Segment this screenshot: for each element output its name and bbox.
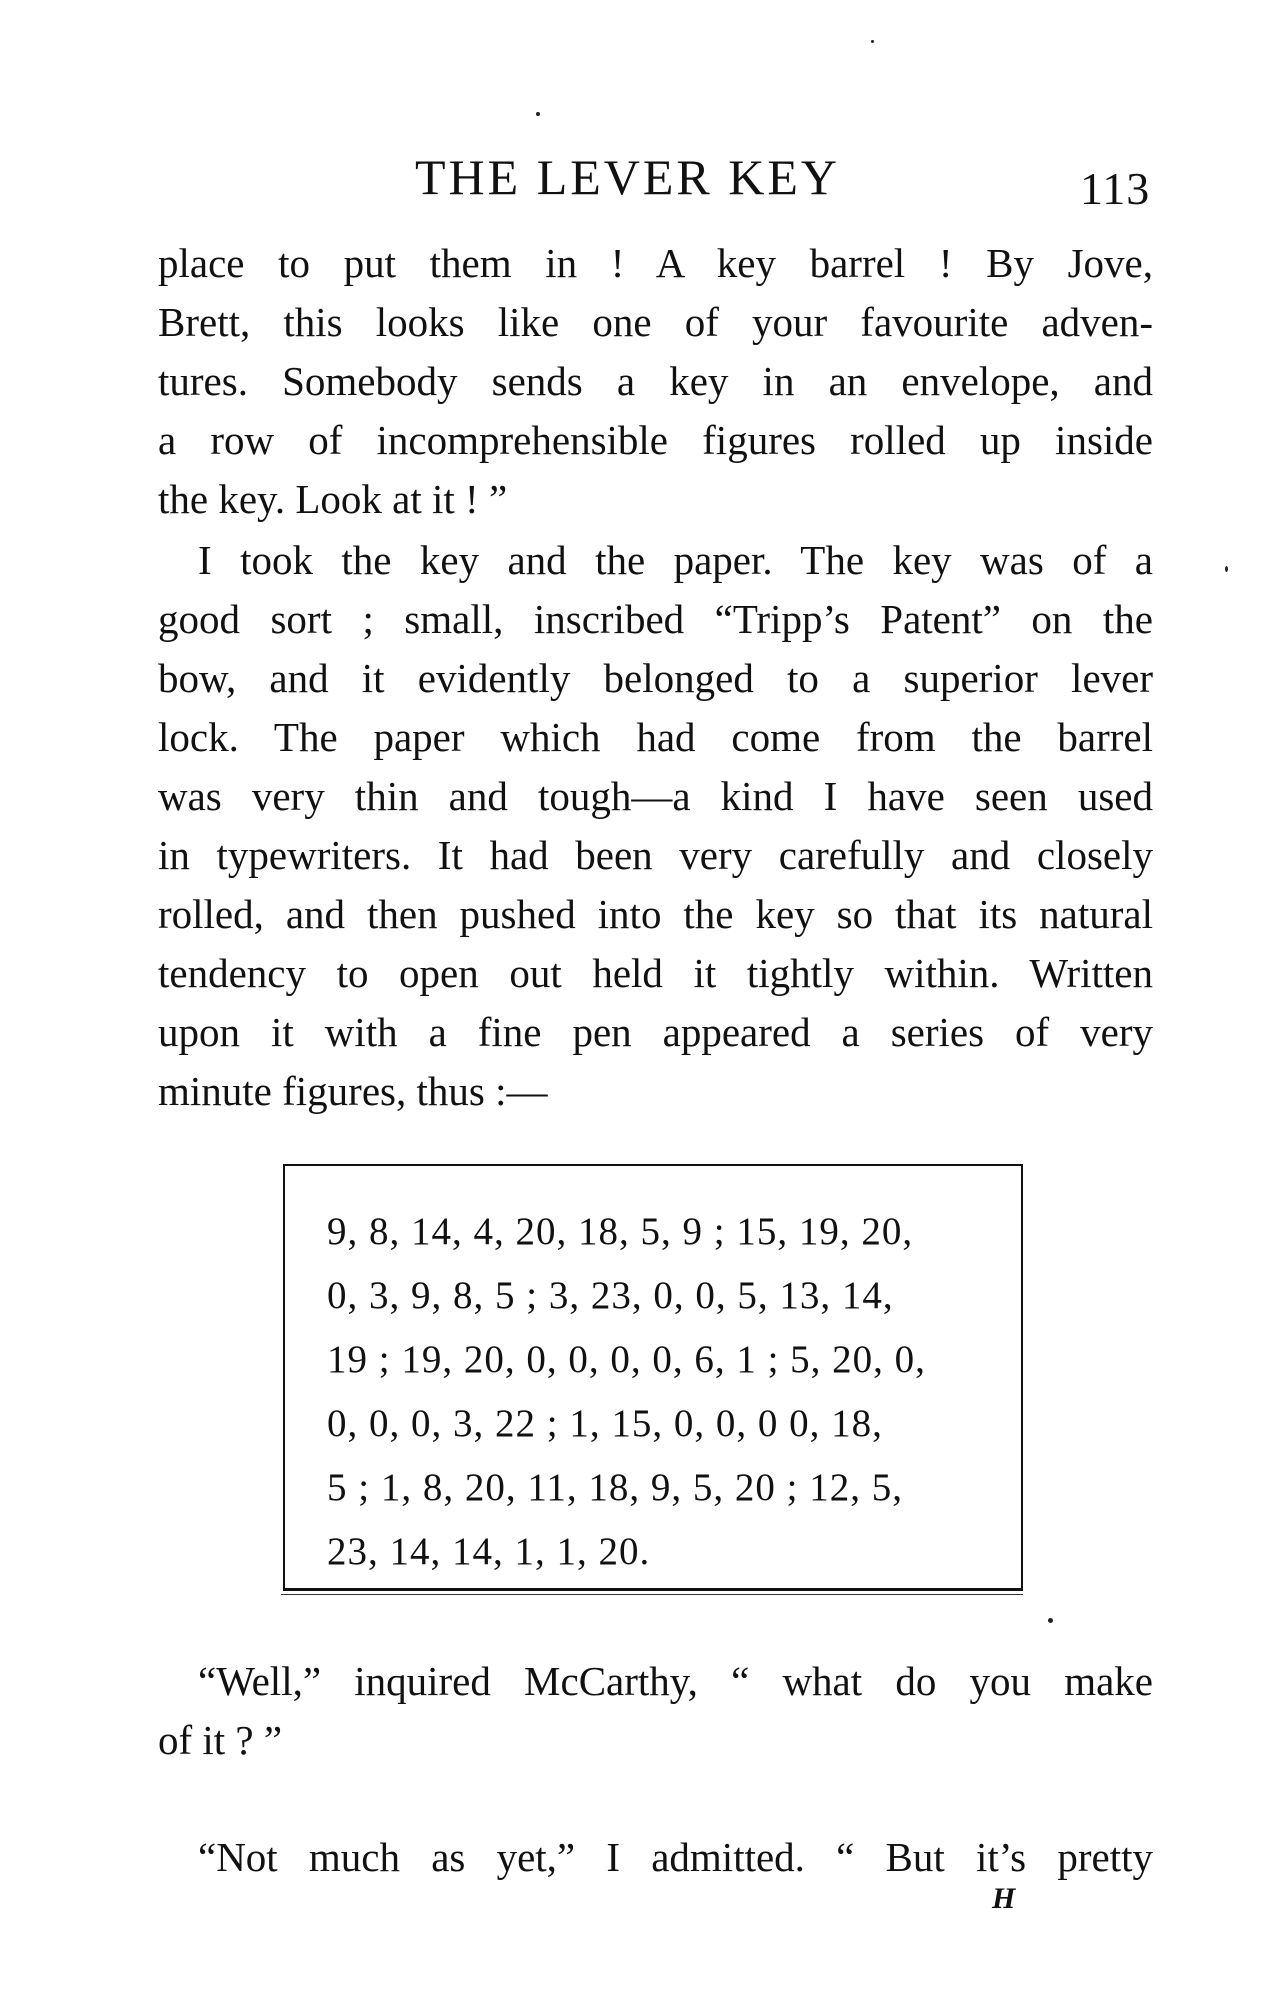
cipher-line: 0, 0, 0, 3, 22 ; 1, 15, 0, 0, 0 0, 18, <box>327 1402 883 1445</box>
paragraph-1 <box>158 234 1153 529</box>
paragraph-3 <box>158 1652 1153 1770</box>
text-line: minute figures, thus :— <box>158 1068 548 1114</box>
page-number: 113 <box>1080 163 1151 214</box>
text-line: place to put them in ! A key barrel ! By Jove, <box>158 240 1153 286</box>
cipher-line: 19 ; 19, 20, 0, 0, 0, 0, 6, 1 ; 5, 20, 0, <box>327 1338 926 1381</box>
text-line: of it ? ” <box>158 1717 283 1763</box>
text-line: “Well,” inquired McCarthy, “ what do you make <box>198 1658 1153 1704</box>
print-speck <box>871 40 874 43</box>
paragraph-2 <box>158 531 1153 1121</box>
text-line: in typewriters. It had been very carefully and closely <box>158 832 1153 878</box>
text-line: rolled, and then pushed into the key so that its natural <box>158 891 1153 937</box>
text-line: the key. Look at it ! ” <box>158 476 508 522</box>
text-line: Brett, this looks like one of your favourite adven- <box>158 299 1153 345</box>
cipher-line: 9, 8, 14, 4, 20, 18, 5, 9 ; 15, 19, 20, <box>327 1210 914 1253</box>
text-line: lock. The paper which had come from the barrel <box>158 714 1153 760</box>
text-line: a row of incomprehensible figures rolled up inside <box>158 417 1153 463</box>
running-title: THE LEVER KEY <box>415 149 841 205</box>
paragraph-4 <box>158 1828 1153 1887</box>
text-line: tendency to open out held it tightly within. Written <box>158 950 1153 996</box>
cipher-line: 0, 3, 9, 8, 5 ; 3, 23, 0, 0, 5, 13, 14, <box>327 1274 894 1317</box>
cipher-line: 23, 14, 14, 1, 1, 20. <box>327 1530 651 1573</box>
print-speck <box>1225 566 1228 572</box>
page-header <box>0 148 1264 214</box>
text-line: upon it with a fine pen appeared a series of very <box>158 1009 1153 1055</box>
print-speck <box>536 112 540 116</box>
text-line: I took the key and the paper. The key was of a <box>198 537 1153 583</box>
text-line: “Not much as yet,” I admitted. “ But it’s pretty <box>198 1834 1153 1880</box>
cipher-box <box>283 1164 1023 1591</box>
print-speck <box>1048 1618 1053 1623</box>
cipher-line: 5 ; 1, 8, 20, 11, 18, 9, 5, 20 ; 12, 5, <box>327 1466 903 1509</box>
cipher-figures <box>327 1200 987 1584</box>
text-line: bow, and it evidently belonged to a superior lever <box>158 655 1153 701</box>
text-line: was very thin and tough—a kind I have seen used <box>158 773 1153 819</box>
text-line: good sort ; small, inscribed “Tripp’s Patent” on the <box>158 596 1153 642</box>
text-line: tures. Somebody sends a key in an envelope, and <box>158 358 1153 404</box>
signature-mark: H <box>992 1882 1016 1915</box>
